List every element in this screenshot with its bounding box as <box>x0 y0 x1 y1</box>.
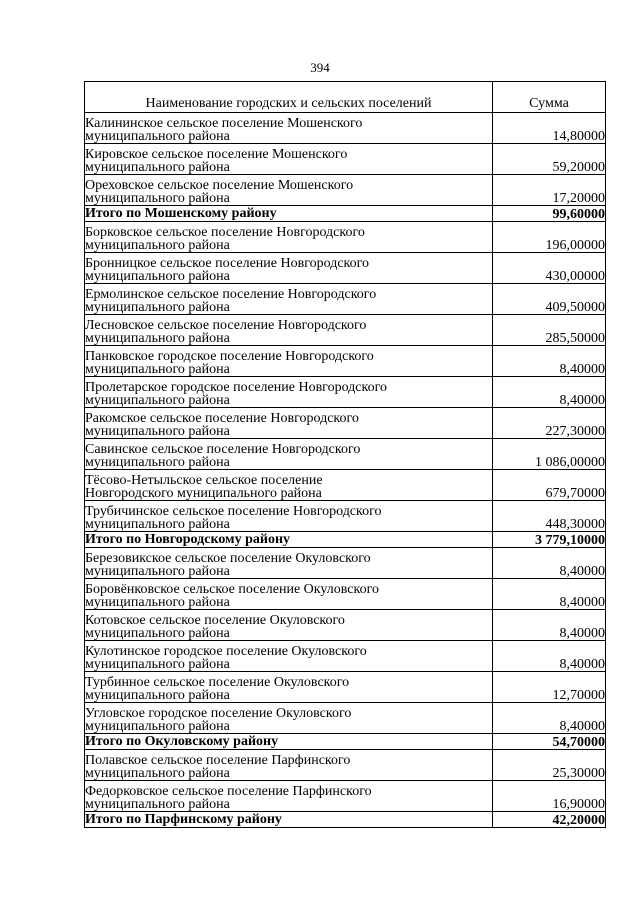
district-total-sum: 54,70000 <box>493 734 606 750</box>
amount: 25,30000 <box>493 750 606 781</box>
name-line: муниципального района <box>85 564 230 579</box>
settlement-name <box>85 579 493 610</box>
amount: 8,40000 <box>493 610 606 641</box>
name-line: Полавское сельское поселение Парфинского <box>85 753 351 768</box>
settlement-name <box>85 672 493 703</box>
name-line: Итого по Окуловскому району <box>85 734 279 749</box>
settlement-name <box>85 113 493 144</box>
name-line: Боровёнковское сельское поселение Окуловского <box>85 582 379 597</box>
table-row <box>85 703 606 734</box>
name-line: Кировское сельское поселение Мошенского <box>85 147 348 162</box>
district-total-sum: 3 779,10000 <box>493 532 606 548</box>
name-line: муниципального района <box>85 595 230 610</box>
table-row <box>85 750 606 781</box>
name-line: муниципального района <box>85 191 230 206</box>
district-total-row <box>85 734 606 750</box>
amount: 17,20000 <box>493 175 606 206</box>
district-total-sum: 42,20000 <box>493 812 606 828</box>
name-line: муниципального района <box>85 424 230 439</box>
name-line: Ермолинское сельское поселение Новгородского <box>85 287 377 302</box>
name-line: Турбинное сельское поселение Окуловского <box>85 675 350 690</box>
name-line: муниципального района <box>85 331 230 346</box>
name-line: Тёсово-Нетыльское сельское поселение <box>85 473 323 488</box>
name-line: Трубичинское сельское поселение Новгородского <box>85 504 382 519</box>
settlement-name <box>85 144 493 175</box>
table-row <box>85 501 606 532</box>
name-line: Панковское городское поселение Новгородского <box>85 349 374 364</box>
name-line: Пролетарское городское поселение Новгородского <box>85 380 387 395</box>
settlement-name <box>85 439 493 470</box>
table-header-row <box>85 82 606 113</box>
name-line: муниципального района <box>85 300 230 315</box>
table-row <box>85 610 606 641</box>
name-line: Калининское сельское поселение Мошенского <box>85 116 363 131</box>
name-line: Березовикское сельское поселение Окуловского <box>85 551 371 566</box>
district-total-row <box>85 206 606 222</box>
amount: 448,30000 <box>493 501 606 532</box>
settlement-name <box>85 222 493 253</box>
amount: 14,80000 <box>493 113 606 144</box>
name-line: муниципального района <box>85 766 230 781</box>
table-row <box>85 346 606 377</box>
name-line: муниципального района <box>85 626 230 641</box>
name-line: Котовское сельское поселение Окуловского <box>85 613 345 628</box>
name-line: муниципального района <box>85 517 230 532</box>
table-row <box>85 113 606 144</box>
name-line: Борковское сельское поселение Новгородского <box>85 225 365 240</box>
name-line: муниципального района <box>85 393 230 408</box>
settlement-name <box>85 610 493 641</box>
name-line: муниципального района <box>85 160 230 175</box>
name-line: Итого по Мошенскому району <box>85 206 277 221</box>
table-row <box>85 548 606 579</box>
district-total-row <box>85 812 606 828</box>
settlement-name <box>85 501 493 532</box>
district-total-label <box>85 206 493 222</box>
settlement-name <box>85 346 493 377</box>
name-line: Угловское городское поселение Окуловского <box>85 706 352 721</box>
table-row <box>85 470 606 501</box>
name-line: муниципального района <box>85 362 230 377</box>
amount: 227,30000 <box>493 408 606 439</box>
name-line: муниципального района <box>85 657 230 672</box>
table-row <box>85 253 606 284</box>
table-body <box>85 113 606 828</box>
settlement-name <box>85 377 493 408</box>
table-row <box>85 408 606 439</box>
name-line: муниципального района <box>85 688 230 703</box>
name-line: Ракомское сельское поселение Новгородского <box>85 411 359 426</box>
amount: 12,70000 <box>493 672 606 703</box>
amount: 8,40000 <box>493 377 606 408</box>
table-row <box>85 672 606 703</box>
amount: 8,40000 <box>493 579 606 610</box>
table-row <box>85 439 606 470</box>
settlement-name <box>85 253 493 284</box>
table-row <box>85 377 606 408</box>
settlements-table <box>84 81 606 828</box>
name-line: муниципального района <box>85 797 230 812</box>
district-total-sum: 99,60000 <box>493 206 606 222</box>
table-row <box>85 175 606 206</box>
name-line: муниципального района <box>85 455 230 470</box>
amount: 1 086,00000 <box>493 439 606 470</box>
amount: 285,50000 <box>493 315 606 346</box>
settlement-name <box>85 548 493 579</box>
name-line: Савинское сельское поселение Новгородского <box>85 442 361 457</box>
amount: 16,90000 <box>493 781 606 812</box>
settlement-name <box>85 470 493 501</box>
settlement-name <box>85 750 493 781</box>
page-number: 394 <box>310 60 330 75</box>
column-header-sum: Сумма <box>493 82 606 113</box>
amount: 8,40000 <box>493 346 606 377</box>
amount: 679,70000 <box>493 470 606 501</box>
name-line: Новгородского муниципального района <box>85 486 322 501</box>
settlement-name <box>85 284 493 315</box>
table-row <box>85 144 606 175</box>
name-line: Лесновское сельское поселение Новгородского <box>85 318 367 333</box>
settlement-name <box>85 175 493 206</box>
name-line: Бронницкое сельское поселение Новгородского <box>85 256 370 271</box>
amount: 8,40000 <box>493 703 606 734</box>
table-row <box>85 284 606 315</box>
table-row <box>85 579 606 610</box>
name-line: муниципального района <box>85 129 230 144</box>
settlement-name <box>85 315 493 346</box>
name-line: Федорковское сельское поселение Парфинского <box>85 784 372 799</box>
name-line: Итого по Новгородскому району <box>85 532 291 547</box>
name-line: муниципального района <box>85 238 230 253</box>
district-total-label <box>85 734 493 750</box>
table-row <box>85 641 606 672</box>
name-line: муниципального района <box>85 269 230 284</box>
district-total-label <box>85 812 493 828</box>
name-line: Кулотинское городское поселение Окуловского <box>85 644 367 659</box>
column-header-name: Наименование городских и сельских поселений <box>85 82 493 113</box>
amount: 196,00000 <box>493 222 606 253</box>
amount: 8,40000 <box>493 548 606 579</box>
district-total-row <box>85 532 606 548</box>
settlement-name <box>85 641 493 672</box>
settlement-name <box>85 703 493 734</box>
table-row <box>85 222 606 253</box>
district-total-label <box>85 532 493 548</box>
settlement-name <box>85 781 493 812</box>
amount: 8,40000 <box>493 641 606 672</box>
name-line: Итого по Парфинскому району <box>85 812 282 827</box>
amount: 409,50000 <box>493 284 606 315</box>
amount: 430,00000 <box>493 253 606 284</box>
table-row <box>85 781 606 812</box>
name-line: Ореховское сельское поселение Мошенского <box>85 178 354 193</box>
table-row <box>85 315 606 346</box>
name-line: муниципального района <box>85 719 230 734</box>
amount: 59,20000 <box>493 144 606 175</box>
settlement-name <box>85 408 493 439</box>
